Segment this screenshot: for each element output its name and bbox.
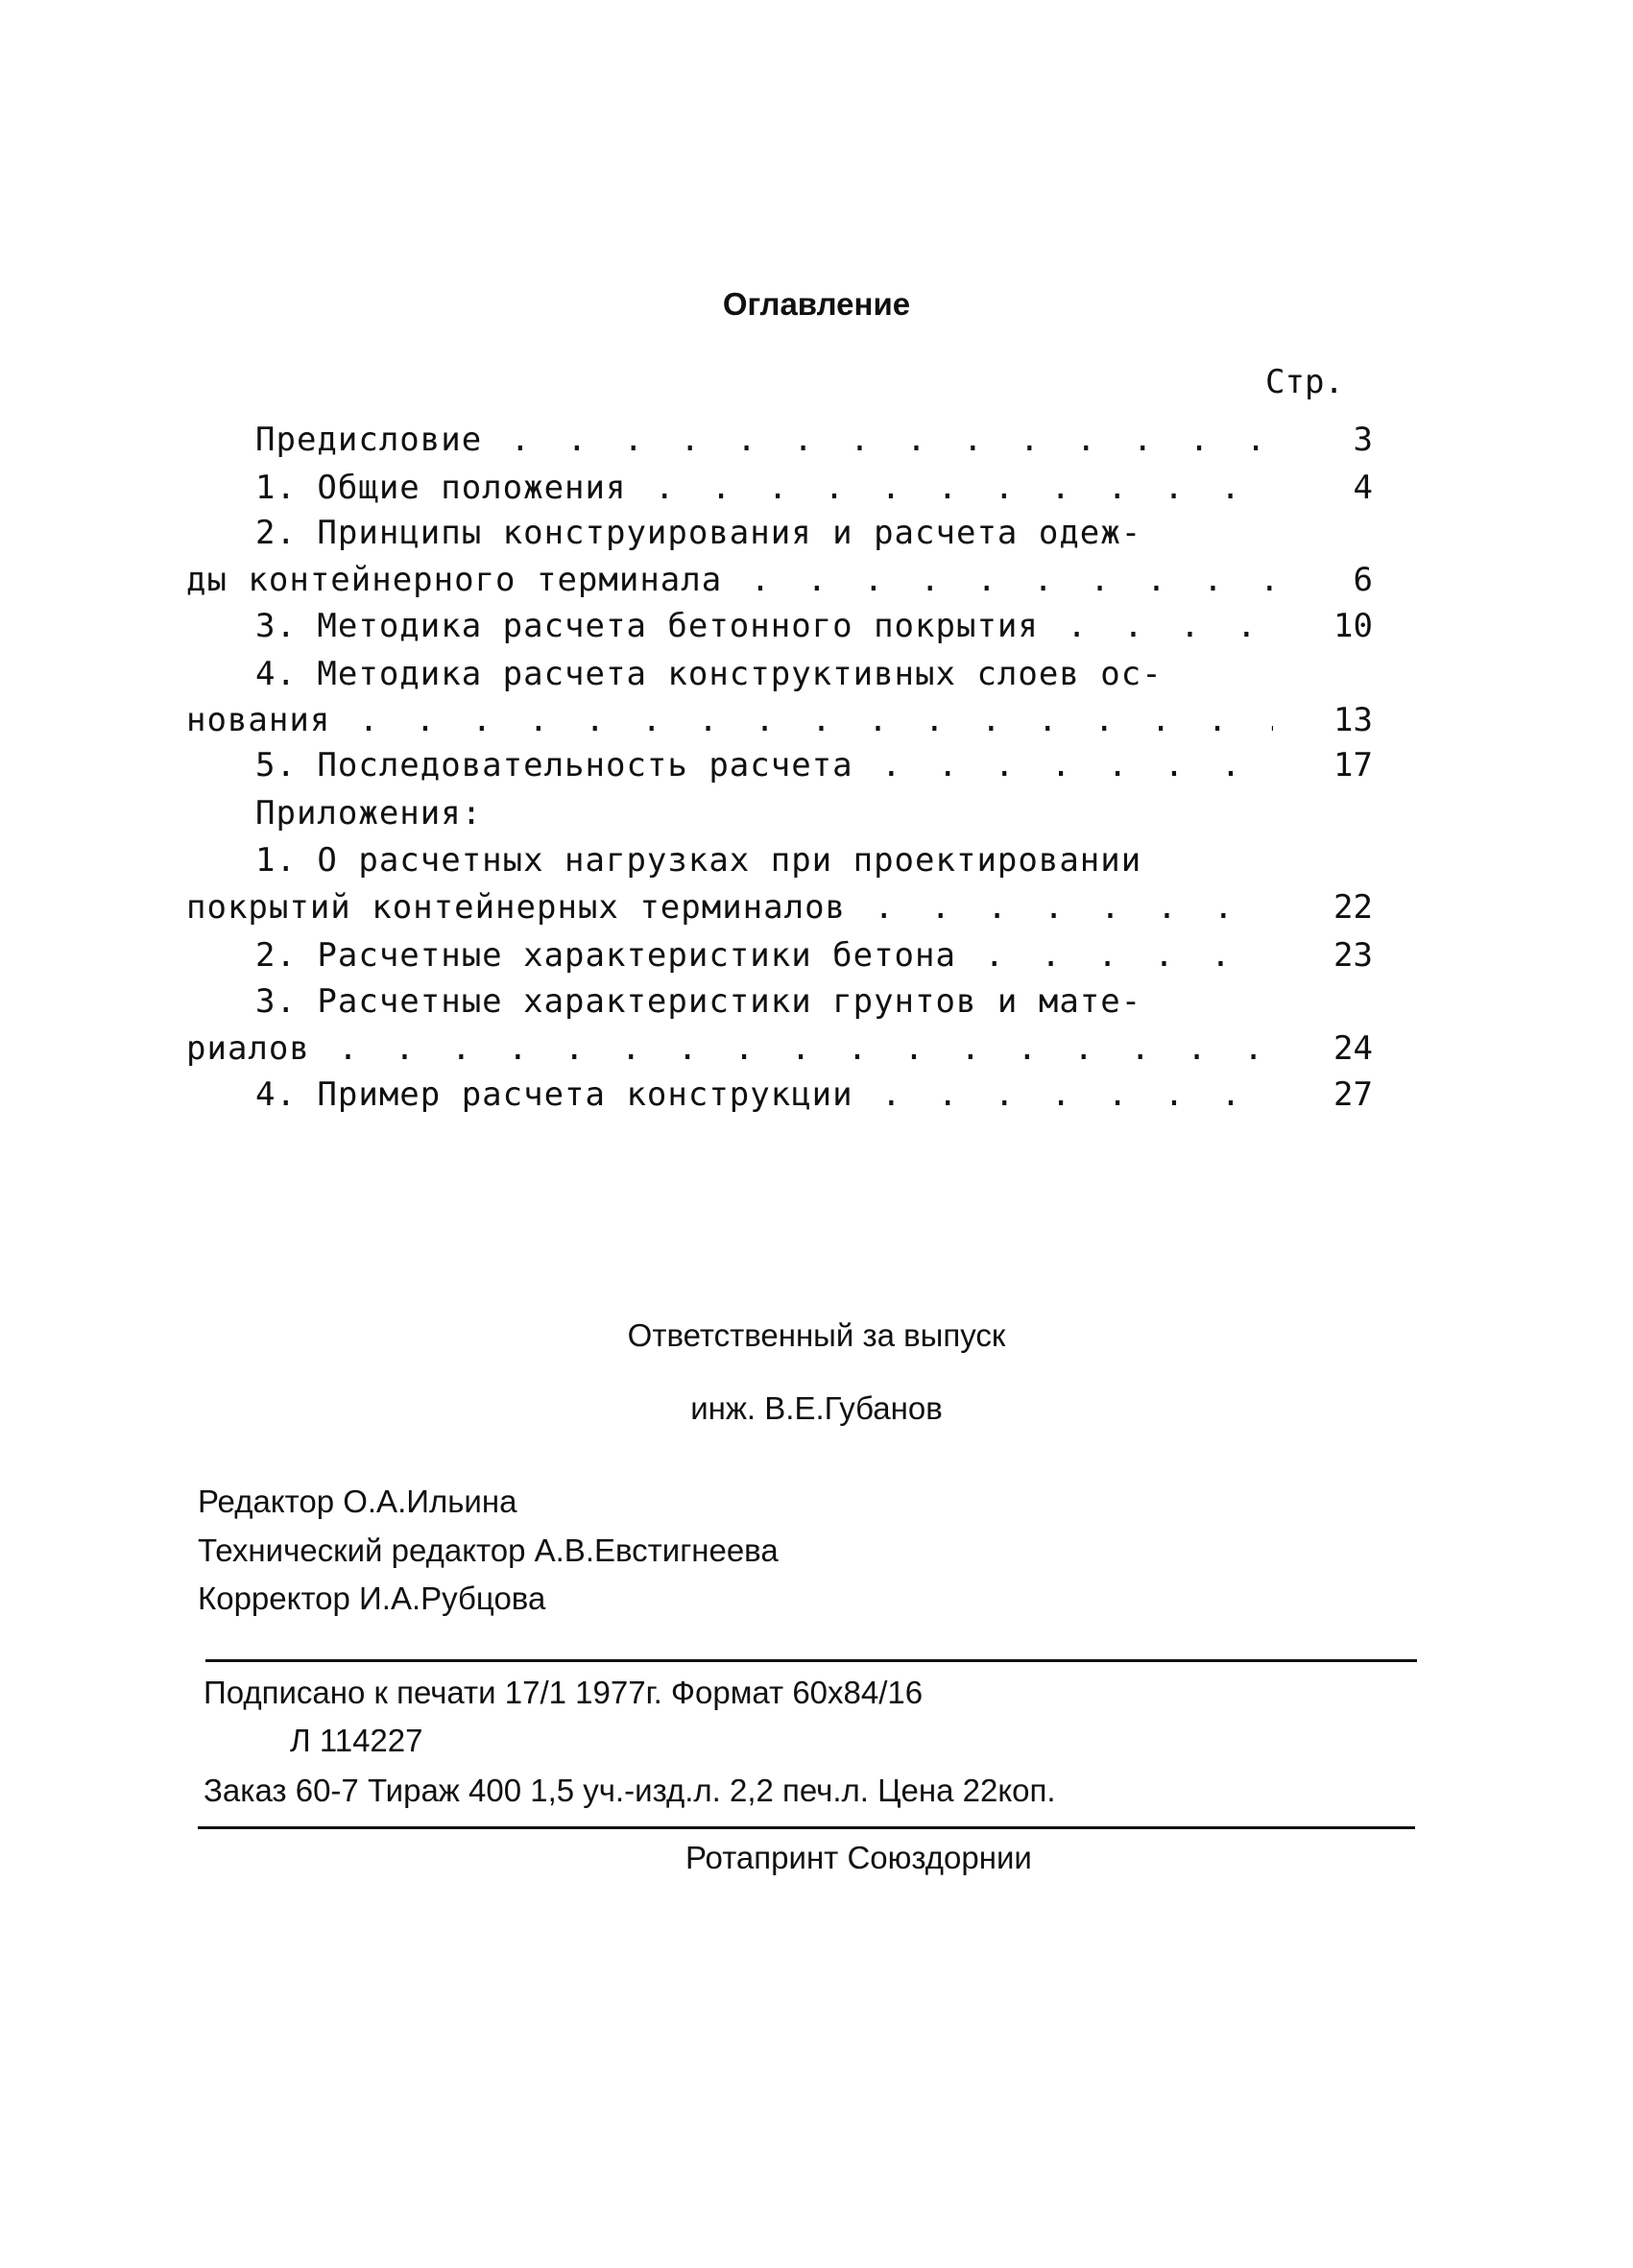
page-column-header: Стр. — [1265, 363, 1344, 401]
editor-credit: Редактор О.А.Ильина — [198, 1484, 517, 1519]
toc-page-number: 6 — [1353, 561, 1373, 599]
toc-appendix-1-line2: покрытий контейнерных терминалов . . . — [186, 888, 1273, 927]
toc-entry-preface: Предисловие . . . — [255, 421, 1273, 459]
toc-appendix-3-line1: 3. Расчетные характеристики грунтов и мате- — [255, 982, 1142, 1021]
imprint-license: Л 114227 — [290, 1723, 423, 1758]
responsible-name: инж. В.Е.Губанов — [690, 1390, 943, 1426]
toc-entry-3: 3. Методика расчета бетонного покрытия . . . — [255, 607, 1273, 645]
toc-page-number: 4 — [1353, 469, 1373, 507]
toc-appendix-3-line2: риалов . . . — [186, 1029, 1273, 1068]
corrector-credit: Корректор И.А.Рубцова — [198, 1580, 546, 1616]
toc-page-number: 22 — [1333, 888, 1373, 927]
toc-page-number: 13 — [1333, 701, 1373, 739]
toc-entry-4-line2: нования . . . — [186, 701, 1273, 739]
toc-page-number: 10 — [1333, 607, 1373, 645]
toc-appendix-2: 2. Расчетные характеристики бетона . . . — [255, 936, 1273, 975]
toc-entry-5: 5. Последовательность расчета . . . — [255, 746, 1273, 784]
divider — [205, 1659, 1417, 1662]
toc-appendix-1-line1: 1. О расчетных нагрузках при проектировании — [255, 841, 1142, 880]
toc-page-number: 17 — [1333, 746, 1373, 784]
tech-editor-credit: Технический редактор А.В.Евстигнеева — [198, 1532, 779, 1568]
toc-page-number: 24 — [1333, 1029, 1373, 1068]
toc-entry-4-line1: 4. Методика расчета конструктивных слоев ос- — [255, 655, 1163, 693]
toc-page-number: 27 — [1333, 1075, 1373, 1114]
printer-name: Ротапринт Союздорнии — [685, 1840, 1032, 1875]
toc-entry-2-line2: ды контейнерного терминала . . . — [186, 561, 1273, 599]
toc-entry-2-line1: 2. Принципы конструирования и расчета одеж- — [255, 514, 1142, 552]
imprint-order: Заказ 60-7 Тираж 400 1,5 уч.-изд.л. 2,2 печ.л. Цена 22коп. — [204, 1773, 1056, 1808]
toc-entry-1: 1. Общие положения . . . — [255, 469, 1273, 507]
toc-appendix-4: 4. Пример расчета конструкции . . . — [255, 1075, 1273, 1114]
toc-page-number: 23 — [1333, 936, 1373, 975]
divider — [198, 1826, 1415, 1829]
responsible-label: Ответственный за выпуск — [627, 1317, 1006, 1353]
toc-page-number: 3 — [1353, 421, 1373, 459]
page-title: Оглавление — [722, 286, 911, 322]
imprint-signed: Подписано к печати 17/1 1977г. Формат 60х84/16 — [204, 1675, 924, 1710]
toc-appendix-label: Приложения: — [255, 794, 483, 832]
